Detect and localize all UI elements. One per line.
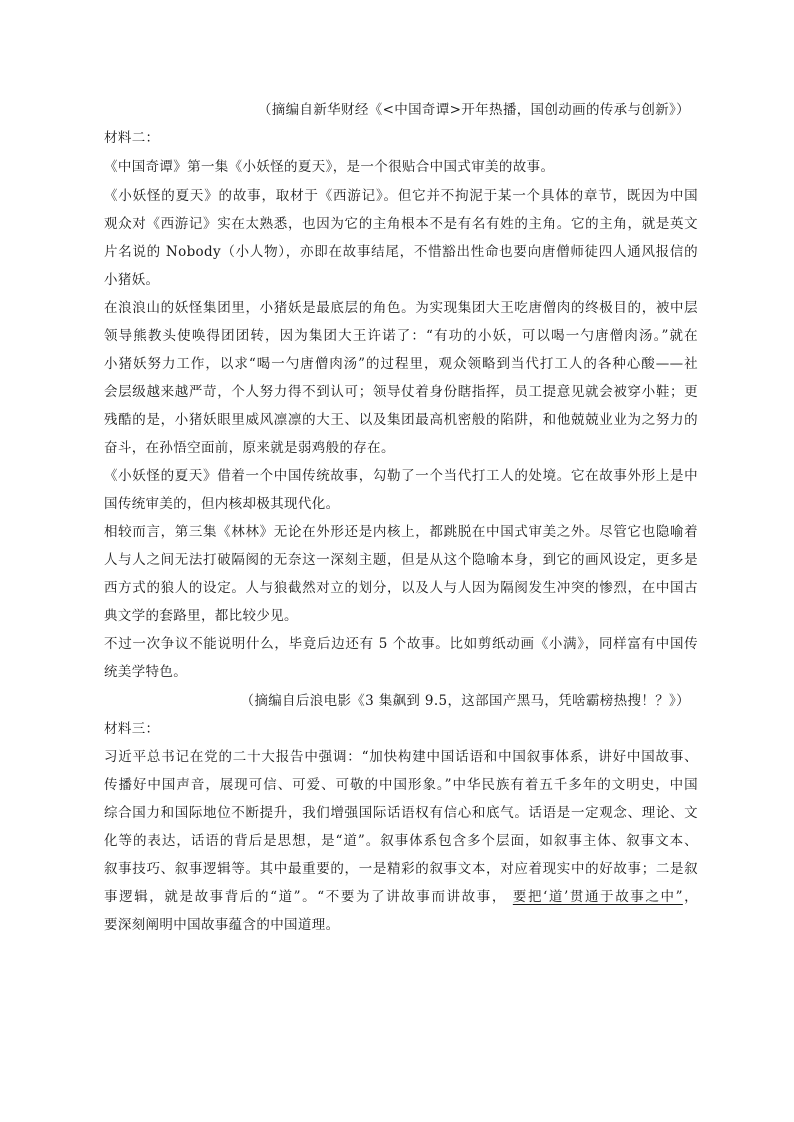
material2-p3-line5: 残酷的是，小猪妖眼里威风凛凛的大王、以及集团最高机密般的陷阱，和他兢兢业业为之努力的: [104, 412, 698, 428]
material3-underlined-quote: 要把‘道’贯通于故事之中”: [512, 889, 683, 905]
material2-heading: 材料二：: [104, 130, 160, 146]
material2-p3-line4: 会层级越来越严苛，个人努力得不到认可；领导仗着身份瞎指挥，员工提意见就会被穿小鞋；更: [104, 384, 698, 400]
material3-line4: 化等的表达，话语的背后是思想，是“道”。叙事体系包含多个层面，如叙事主体、叙事文本、: [104, 833, 698, 849]
material2-p5-line1: 相较而言，第三集《林林》无论在外形还是内核上，都跳脱在中国式审美之外。尽管它也隐喻着: [104, 524, 698, 540]
material2-p1-line1: 《中国奇谭》第一集《小妖怪的夏天》，是一个很贴合中国式审美的故事。: [104, 159, 555, 175]
material2-p3-line1: 在浪浪山的妖怪集团里，小猪妖是最底层的角色。为实现集团大王吃唐僧肉的终极目的，被中层: [104, 300, 698, 316]
material3-line3: 综合国力和国际地位不断提升，我们增强国际话语权有信心和底气。话语是一定观念、理论、文: [104, 805, 698, 821]
material3-line1: 习近平总书记在党的二十大报告中强调：“加快构建中国话语和中国叙事体系，讲好中国故事、: [104, 749, 698, 765]
material3-line2: 传播好中国声音，展现可信、可爱、可敬的中国形象。”中华民族有着五千多年的文明史，中国: [104, 777, 698, 793]
material2-p5-line3: 西方式的狼人的设定。人与狼截然对立的划分，以及人与人因为隔阂发生冲突的惨烈，在中国古: [104, 580, 698, 596]
material3-heading: 材料三：: [104, 721, 160, 737]
material1-source: （摘编自新华财经《<中国奇谭>开年热播，国创动画的传承与创新》）: [257, 102, 690, 118]
material2-p2-line1: 《小妖怪的夏天》的故事，取材于《西游记》。但它并不拘泥于某一个具体的章节，既因为中国: [104, 188, 698, 204]
material3-line5: 叙事技巧、叙事逻辑等。其中最重要的，一是精彩的叙事文本，对应着现实中的好故事；二是叙: [104, 861, 698, 877]
material2-p2-line2: 观众对《西游记》实在太熟悉，也因为它的主角根本不是有名有姓的主角。它的主角，就是英文: [104, 216, 698, 232]
material2-p6-line1: 不过一次争议不能说明什么，毕竟后边还有 5 个故事。比如剪纸动画《小满》，同样富有中国传: [104, 636, 698, 652]
material2-p4-line1: 《小妖怪的夏天》借着一个中国传统故事，勾勒了一个当代打工人的处境。它在故事外形上是中: [104, 468, 698, 484]
material2-p2-line4: 小猪妖。: [104, 272, 160, 288]
material2-source: （摘编自后浪电影《3 集飙到 9.5，这部国产黑马，凭啥霸榜热搜！？》）: [240, 693, 690, 709]
material3-last-line: 要深刻阐明中国故事蕴含的中国道理。: [104, 917, 340, 933]
material2-p4-line2: 国传统审美的，但内核却极其现代化。: [104, 496, 340, 512]
material2-p6-line2: 统美学特色。: [104, 664, 188, 680]
material2-p5-line2: 人与人之间无法打破隔阂的无奈这一深刻主题，但是从这个隐喻本身，到它的画风设定，更多是: [104, 552, 698, 568]
material3-line6: [104, 887, 698, 907]
material2-p3-line6: 奋斗，在孙悟空面前，原来就是弱鸡般的存在。: [104, 440, 395, 456]
material3-line6-prefix: 事逻辑，就是故事背后的“道”。“不要为了讲故事而讲故事，: [104, 889, 507, 905]
material2-p3-line2: 领导熊教头使唤得团团转，因为集团大王许诺了：“有功的小妖，可以喝一勺唐僧肉汤。”就在: [104, 328, 698, 344]
material2-p2-line3: 片名说的 Nobody（小人物），亦即在故事结尾，不惜豁出性命也要向唐僧师徒四人通风报信的: [104, 244, 698, 260]
material3-line6-suffix: ，: [682, 889, 698, 905]
material2-p3-line3: 小猪妖努力工作，以求“喝一勺唐僧肉汤”的过程里，观众领略到当代打工人的各种心酸——社: [104, 356, 698, 372]
material2-p5-line4: 典文学的套路里，都比较少见。: [104, 608, 298, 624]
